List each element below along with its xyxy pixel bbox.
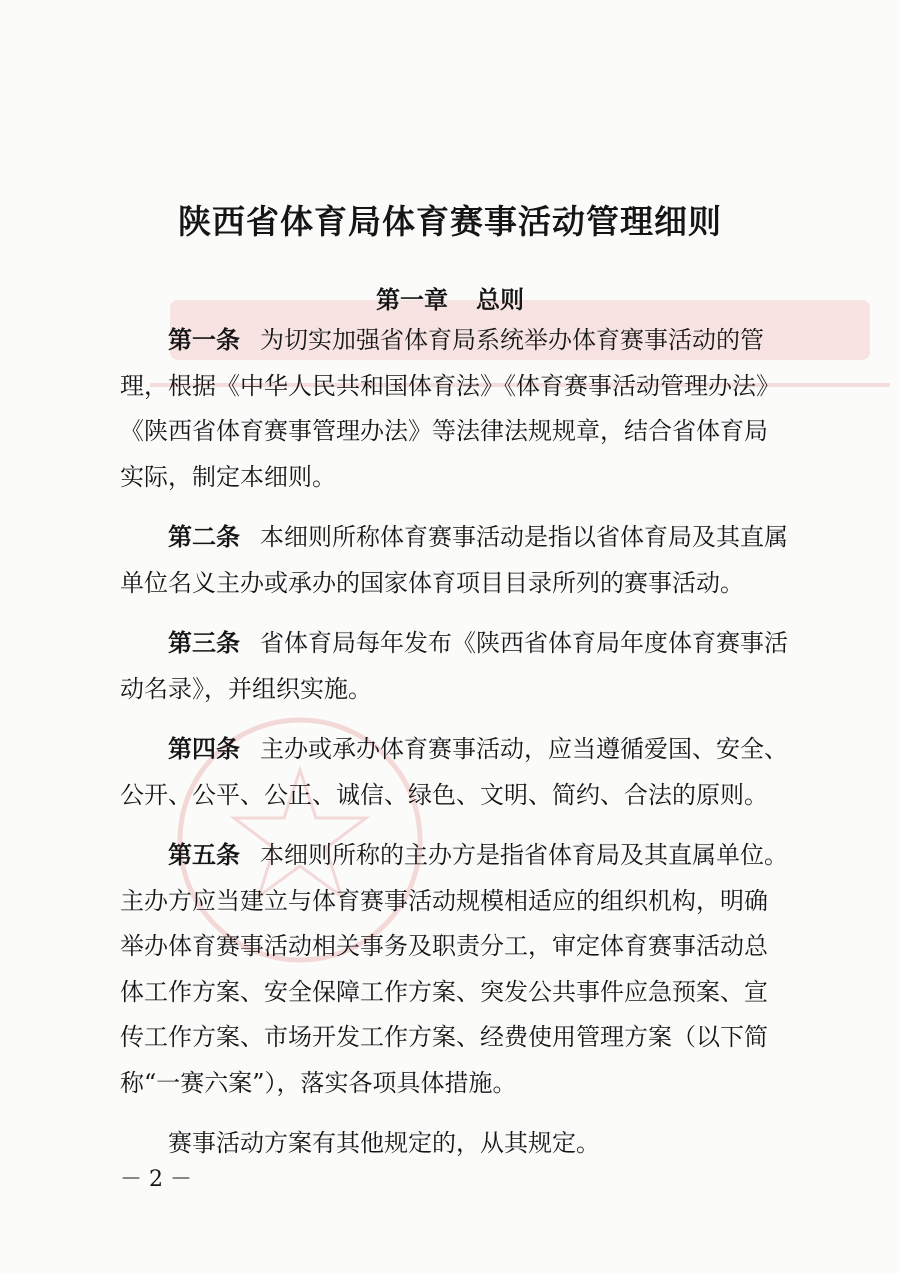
article-number: 第一条 (168, 326, 240, 354)
document-body (120, 318, 790, 1167)
chapter-name: 总则 (476, 285, 524, 314)
article-number: 第三条 (168, 629, 240, 657)
article-5 (120, 833, 790, 1106)
article-text: 本细则所称的主办方是指省体育局及其直属单位。主办方应当建立与体育赛事活动规模相适应的组织机构，明确举办体育赛事活动相关事务及职责分工，审定体育赛事活动总体工作方案、安全保障工作方案、突发公共事件应急预案、宣传工作方案、市场开发工作方案、经费使用管理方案（以下简称“一赛六案”），落实各项具体措施。 (120, 841, 788, 1097)
article-3 (120, 621, 790, 712)
article-number: 第二条 (168, 523, 240, 551)
chapter-heading (0, 280, 900, 315)
chapter-label: 第一章 (376, 285, 448, 314)
article-text: 主办或承办体育赛事活动，应当遵循爱国、安全、公开、公平、公正、诚信、绿色、文明、简约、合法的原则。 (120, 735, 788, 809)
article-text: 为切实加强省体育局系统举办体育赛事活动的管理，根据《中华人民共和国体育法》《体育赛事活动管理办法》《陕西省体育赛事管理办法》等法律法规规章，结合省体育局实际，制定本细则。 (120, 326, 780, 491)
article-2 (120, 515, 790, 606)
article-text: 省体育局每年发布《陕西省体育局年度体育赛事活动名录》，并组织实施。 (120, 629, 788, 703)
page-number: － 2 － (120, 1167, 192, 1192)
article-text: 本细则所称体育赛事活动是指以省体育局及其直属单位名义主办或承办的国家体育项目目录所列的赛事活动。 (120, 523, 788, 597)
document-title: 陕西省体育局体育赛事活动管理细则 (178, 202, 722, 241)
article-number: 第四条 (168, 735, 240, 763)
article-4 (120, 727, 790, 818)
article-number: 第五条 (168, 841, 240, 869)
closing-paragraph: 赛事活动方案有其他规定的，从其规定。 (168, 1129, 600, 1157)
article-1 (120, 318, 790, 500)
